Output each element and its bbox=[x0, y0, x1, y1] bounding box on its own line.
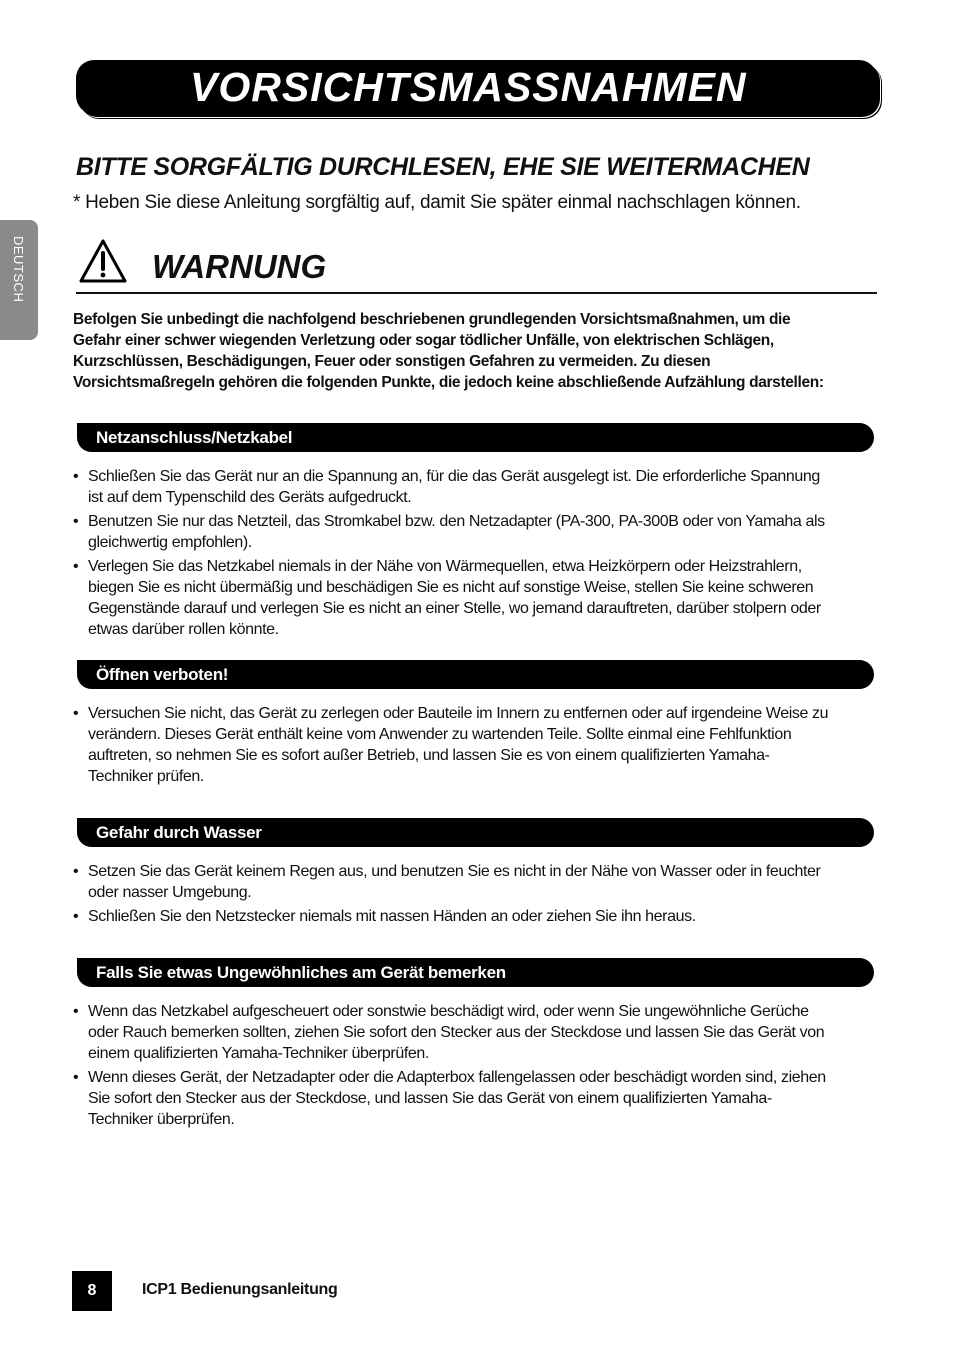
list-item bbox=[73, 466, 879, 508]
section-title: Gefahr durch Wasser bbox=[96, 823, 262, 842]
section-title: Öffnen verboten! bbox=[96, 665, 229, 684]
list-item-line: ist auf dem Typenschild des Geräts aufgedruckt. bbox=[88, 489, 412, 506]
list-item-line: • Benutzen Sie nur das Netzteil, das Stromkabel bzw. den Netzadapter (PA-300, PA-300B oder von Yamaha als bbox=[88, 513, 825, 530]
section-list-water bbox=[73, 861, 879, 930]
list-item-line: Sie sofort den Stecker aus der Steckdose, und lassen Sie das Gerät von einem qualifizierten Yamaha- bbox=[88, 1090, 772, 1107]
footer-doc-title: ICP1 Bedienungsanleitung bbox=[142, 1281, 338, 1298]
list-item-line: oder Rauch bemerken sollten, ziehen Sie sofort den Stecker aus der Steckdose und lassen Sie das Gerät von bbox=[88, 1024, 825, 1041]
keep-manual-note: * Heben Sie diese Anleitung sorgfältig auf, damit Sie später einmal nachschlagen können. bbox=[73, 192, 801, 213]
list-item-line: einem qualifizierten Yamaha-Techniker überprüfen. bbox=[88, 1045, 429, 1062]
intro-line: Kurzschlüssen, Beschädigungen, Feuer oder sonstigen Gefahren zu vermeiden. Zu diesen bbox=[73, 353, 711, 370]
list-item-line: • Versuchen Sie nicht, das Gerät zu zerlegen oder Bauteile im Innern zu entfernen oder auf irgendeine Weise zu bbox=[88, 705, 829, 722]
list-item bbox=[73, 906, 879, 927]
list-item-line: Techniker prüfen. bbox=[88, 768, 204, 785]
section-header-unusual bbox=[77, 958, 874, 987]
section-title: Netzanschluss/Netzkabel bbox=[96, 428, 293, 447]
section-list-power bbox=[73, 466, 879, 643]
section-header-do-not-open bbox=[77, 660, 874, 689]
list-item-line: • Verlegen Sie das Netzkabel niemals in der Nähe von Wärmequellen, etwa Heizkörpern oder Heizstrahlern, bbox=[88, 558, 802, 575]
list-item-line: auftreten, so nehmen Sie es sofort außer Betrieb, und lassen Sie es von einem qualifizierten Yamaha- bbox=[88, 747, 770, 764]
page-title: VORSICHTSMASSNAHMEN bbox=[190, 64, 747, 110]
list-item-line: • Wenn das Netzkabel aufgescheuert oder sonstwie beschädigt wird, oder wenn Sie ungewöhnliche Gerüche bbox=[88, 1003, 809, 1020]
list-item-line: • Schließen Sie den Netzstecker niemals mit nassen Händen an oder ziehen Sie ihn heraus. bbox=[88, 908, 696, 925]
section-list-do-not-open bbox=[73, 703, 879, 790]
list-item bbox=[73, 703, 879, 787]
section-title: Falls Sie etwas Ungewöhnliches am Gerät bemerken bbox=[96, 963, 506, 982]
list-item bbox=[73, 1067, 879, 1130]
section-header-power bbox=[77, 423, 874, 452]
list-item bbox=[73, 556, 879, 640]
list-item-line: etwas darüber rollen könnte. bbox=[88, 621, 279, 638]
intro-line: Vorsichtsmaßregeln gehören die folgenden Punkte, die jedoch keine abschließende Aufzählung darstellen: bbox=[73, 374, 824, 391]
list-item bbox=[73, 861, 879, 903]
section-header-water bbox=[77, 818, 874, 847]
list-item-line: • Setzen Sie das Gerät keinem Regen aus, und benutzen Sie es nicht in der Nähe von Wasser oder in feuchter bbox=[88, 863, 821, 880]
page-number: 8 bbox=[87, 1282, 97, 1299]
subtitle: BITTE SORGFÄLTIG DURCHLESEN, EHE SIE WEITERMACHEN bbox=[76, 153, 810, 181]
list-item-line: biegen Sie es nicht übermäßig und beschädigen Sie es nicht auf sonstige Weise, stellen Sie keine schweren bbox=[88, 579, 814, 596]
list-item-line: Gegenstände darauf und verlegen Sie es nicht an einer Stelle, wo jemand darauftreten, darüber stolpern oder bbox=[88, 600, 821, 617]
warning-divider bbox=[76, 292, 877, 294]
intro-line: Befolgen Sie unbedingt die nachfolgend beschriebenen grundlegenden Vorsichtsmaßnahmen, um die bbox=[73, 311, 791, 328]
intro-line: Gefahr einer schwer wiegenden Verletzung oder sogar tödlicher Unfälle, von elektrischen Schlägen, bbox=[73, 332, 774, 349]
title-banner bbox=[76, 60, 877, 114]
page-number-box bbox=[72, 1271, 112, 1311]
language-tab-label: DEUTSCH bbox=[11, 236, 26, 303]
list-item-line: verändern. Dieses Gerät enthält keine vom Anwender zu wartenden Teile. Sollte einmal eine Fehlfunktion bbox=[88, 726, 792, 743]
warning-intro bbox=[73, 309, 879, 393]
section-list-unusual bbox=[73, 1001, 879, 1133]
list-item bbox=[73, 511, 879, 553]
list-item-line: • Schließen Sie das Gerät nur an die Spannung an, für die das Gerät ausgelegt ist. Die erforderliche Spannung bbox=[88, 468, 820, 485]
list-item-line: oder nasser Umgebung. bbox=[88, 884, 252, 901]
list-item-line: gleichwertig empfohlen). bbox=[88, 534, 252, 551]
warning-triangle-icon bbox=[78, 238, 128, 284]
list-item bbox=[73, 1001, 879, 1064]
list-item-line: • Wenn dieses Gerät, der Netzadapter oder die Adapterbox fallengelassen oder beschädigt worden sind, ziehen bbox=[88, 1069, 826, 1086]
language-tab bbox=[0, 220, 38, 340]
warning-heading: WARNUNG bbox=[152, 248, 327, 285]
list-item-line: Techniker überprüfen. bbox=[88, 1111, 235, 1128]
